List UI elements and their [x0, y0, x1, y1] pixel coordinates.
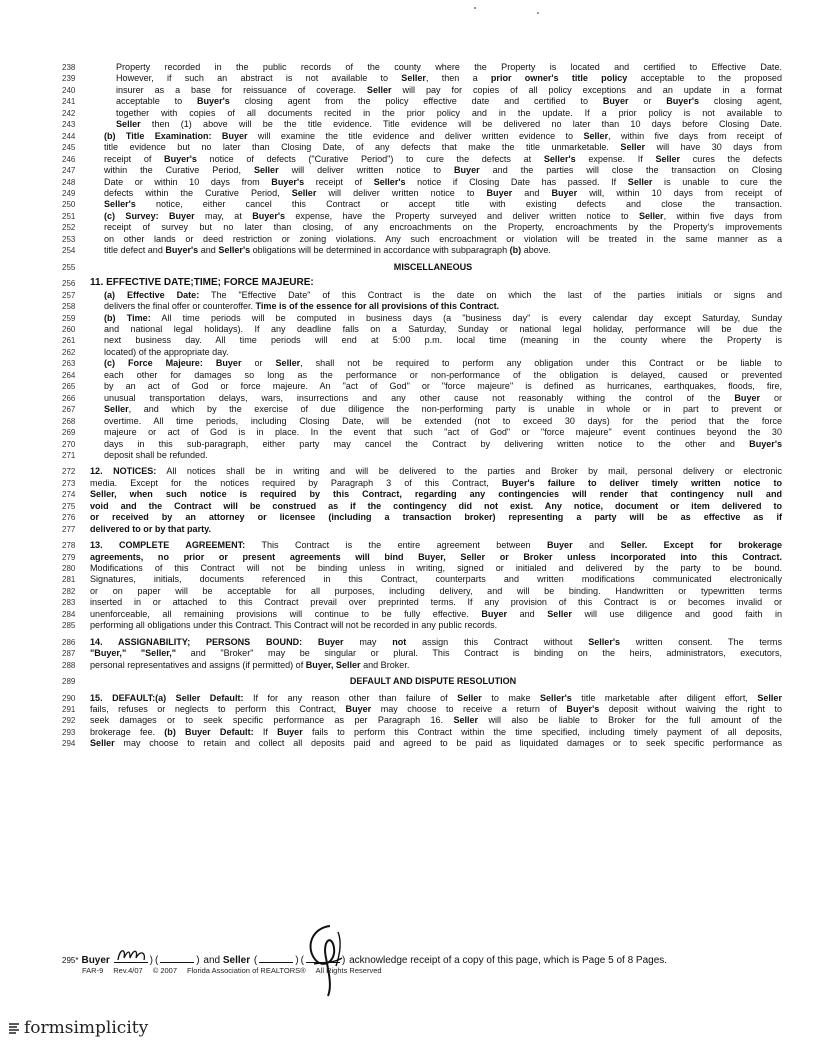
line-number: 255 [62, 262, 76, 272]
line-number: 290 [62, 693, 76, 703]
line-text: 14. ASSIGNABILITY; PERSONS BOUND: Buyer may not assign this Contract without Seller's written consent. The terms [90, 636, 782, 647]
line-number: 265 [62, 382, 76, 392]
text-line [62, 563, 782, 574]
line-number: 280 [62, 564, 76, 574]
line-number: 270 [62, 439, 76, 449]
line-number: 286 [62, 637, 76, 647]
line-number: 257 [62, 290, 76, 300]
line-text: personal representatives and assigns (if permitted) of Buyer, Seller and Broker. [90, 659, 410, 670]
line-text: (b) Time: All time periods will be computed in business days (a "business day" is every calendar day except Saturday, Sunday [104, 312, 782, 323]
line-number: 262 [62, 347, 76, 357]
line-text: (b) Title Examination: Buyer will examine the title evidence and deliver written evidence to Seller, within five days from receipt of [104, 130, 782, 141]
text-line [62, 574, 782, 585]
text-line [62, 154, 782, 165]
line-text: insurer as a base for reissuance of coverage. Seller will pay for copies of all policy exceptions and an update in a format [116, 84, 782, 95]
line-text: Seller's notice, either cancel this Contract or accept title with existing defects and close the transaction. [104, 199, 782, 210]
text-line [62, 96, 782, 107]
line-number: 263 [62, 359, 76, 369]
text-line [62, 416, 782, 427]
text-line [62, 119, 782, 130]
copyright: © 2007 [152, 966, 178, 975]
line-text: Property recorded in the public records of the county where the Property is located and certified to Effective Date. [116, 62, 782, 72]
line-text: (c) Survey: Buyer may, at Buyer's expense, have the Property surveyed and deliver written notice to Seller, within five days from [104, 210, 782, 221]
buyer-initials-field-1[interactable] [114, 952, 148, 963]
seller-initials-field-1[interactable] [259, 952, 293, 963]
line-text: majeure or act of God is in place. In the event that such "act of God" or "force majeure" event continues beyond the 30 [104, 427, 782, 438]
and-label: and [203, 955, 221, 966]
line-text: Signatures, initials, documents referenced in this Contract, counterparts and written modifications communicated electronically [90, 574, 782, 585]
text-line [62, 540, 782, 551]
line-number: 253 [62, 234, 76, 244]
line-text: or on paper will be acceptable for all purposes, including delivery, and will be binding. Handwritten or typewritten terms [90, 585, 782, 596]
line-text: by an act of God or force majeure. An "act of God" or "force majeure" is defined as hurricanes, earthquakes, floods, fire, [104, 381, 782, 392]
line-text: void and the Contract will be construed as if the contingency did not exist. Any notice, document or item delivered to [90, 500, 782, 511]
text-line [62, 108, 782, 119]
line-number: 256 [62, 279, 76, 289]
line-text: Modifications of this Contract will not be binding unless in writing, signed or initialed and delivered by the party to be bound. [90, 563, 782, 574]
text-line [62, 524, 782, 535]
text-line [62, 693, 782, 704]
text-line [62, 727, 782, 738]
line-number: 247 [62, 166, 76, 176]
line-text: 12. NOTICES: All notices shall be in writing and will be delivered to the parties and Broker by mail, personal delivery or electronic [90, 466, 782, 477]
text-line [62, 478, 782, 489]
contract-page [62, 62, 782, 750]
text-line [62, 620, 782, 631]
line-text: (c) Force Majeure: Buyer or Seller, shall not be required to perform any obligation under this Contract or be liable to [104, 358, 782, 369]
text-line [62, 715, 782, 726]
line-number: 284 [62, 609, 76, 619]
line-text: However, if such an abstract is not available to Seller, then a prior owner's title policy acceptable to the proposed [116, 73, 782, 84]
line-number: 242 [62, 108, 76, 118]
seller-label: Seller [222, 955, 251, 966]
section-heading: MISCELLANEOUS [393, 261, 473, 272]
page-footer [62, 930, 762, 1010]
text-line [62, 704, 782, 715]
line-text: performing all obligations under this Contract. This Contract will not be recorded in any public records. [90, 620, 498, 631]
brand-logo [8, 1018, 148, 1038]
line-number: 282 [62, 586, 76, 596]
line-number: 268 [62, 416, 76, 426]
line-text: acceptable to Buyer's closing agent from the policy effective date and certified to Buyer or Buyer's closing agent, [116, 96, 782, 107]
text-line [62, 324, 782, 335]
buyer-label: Buyer [81, 955, 110, 966]
line-number: 279 [62, 552, 76, 562]
text-line [62, 609, 782, 620]
text-line [62, 313, 782, 324]
line-text: receipt of Buyer's notice of defects ("Curative Period") to cure the defects at Seller's expense. If Seller cures the defects [104, 153, 782, 164]
line-number: 273 [62, 478, 76, 488]
line-number: 281 [62, 575, 76, 585]
line-number: 243 [62, 120, 76, 130]
text-line [62, 131, 782, 142]
text-line [62, 222, 782, 233]
line-text: Seller then (1) above will be the title evidence. Title evidence will be delivered no later than 10 days before Closing Date. [116, 119, 782, 130]
line-text: media. Except for the notices required by Paragraph 3 of this Contract, Buyer's failure to deliver timely written notice to [90, 477, 782, 488]
line-number: 289 [62, 677, 76, 687]
line-text: Seller may choose to retain and collect all deposits paid and agreed to be paid as liquidated damages or to seek specific performance as [90, 738, 782, 749]
line-number: 258 [62, 302, 76, 312]
line-text: on other lands or deed restriction or zoning violations. Any such encroachment or violation will be treated in the same manner as a [104, 233, 782, 244]
line-number: 266 [62, 393, 76, 403]
buyer-initials-field-2[interactable] [160, 952, 194, 963]
line-text: (a) Effective Date: The "Effective Date" of this Contract is the date on which the last of the parties initials or signs and [104, 289, 782, 300]
line-text: unusual transportation delays, wars, insurrections and any other cause not reasonably withing the control of the Buyer or [104, 392, 782, 403]
line-text: overtime. All time periods, including Closing Date, will be extended (not to exceed 30 days) for the period that the force [104, 415, 782, 426]
text-line [62, 165, 782, 176]
text-line [62, 301, 782, 312]
line-text: delivers the final offer or counteroffer. Time is of the essence for all provisions of this Contract. [104, 301, 500, 312]
line-number: 285 [62, 621, 76, 631]
text-line [62, 85, 782, 96]
line-text: together with copies of all documents recited in the prior policy and in the update. If a prior policy is not available to [116, 107, 782, 118]
line-text: 15. DEFAULT:(a) Seller Default: If for any reason other than failure of Seller to make Seller's title marketable after diligent effort, Seller [90, 692, 782, 703]
line-text: seek damages or to seek specific performance as per Paragraph 16. Seller will also be liable to Broker for the full amount of the [90, 715, 782, 726]
line-number: 276 [62, 513, 76, 523]
line-number: 251 [62, 211, 76, 221]
text-line [62, 335, 782, 346]
rights: All Rights Reserved [315, 966, 382, 975]
line-text: 13. COMPLETE AGREEMENT: This Contract is the entire agreement between Buyer and Seller. Except for brokerage [90, 540, 782, 551]
text-line [62, 512, 782, 523]
form-revision: Rev.4/07 [113, 966, 143, 975]
text-line [62, 211, 782, 222]
line-number: 291 [62, 705, 76, 715]
text-line [62, 199, 782, 210]
line-number: 283 [62, 598, 76, 608]
line-number: 248 [62, 177, 76, 187]
line-text: title evidence but no later than Closing Date, of any defects that make the title unmarketable. Seller will have 30 days from [104, 142, 782, 153]
text-line [62, 676, 782, 687]
text-line [62, 290, 782, 301]
line-number: 269 [62, 428, 76, 438]
form-id: FAR-9 [82, 966, 104, 975]
line-number: 252 [62, 223, 76, 233]
text-line [62, 466, 782, 477]
text-line [62, 427, 782, 438]
text-line [62, 552, 782, 563]
acknowledgement-line: 295* Buyer ) ( ) and Seller ( ) ( ) acknowledge receipt of a copy of this page, which is Page 5 of 8 Pages. [62, 952, 667, 966]
text-line [62, 648, 782, 659]
acknowledgement-text: acknowledge receipt of a copy of this page, which is Page 5 of 8 Pages. [349, 955, 668, 966]
line-number: 275 [62, 501, 76, 511]
line-text: located) of the appropriate day. [104, 346, 229, 357]
line-text: inserted in or attached to this Contract prevail over preprinted terms. If any provision of this Contract is or becomes invalid or [90, 597, 782, 608]
scan-speck [537, 12, 539, 14]
line-number: 238 [62, 63, 76, 72]
line-number: 292 [62, 716, 76, 726]
text-line [62, 381, 782, 392]
text-line [62, 177, 782, 188]
text-line [62, 278, 782, 289]
text-line [62, 142, 782, 153]
line-number: 288 [62, 660, 76, 670]
text-line [62, 404, 782, 415]
text-line [62, 358, 782, 369]
line-text: brokerage fee. (b) Buyer Default: If Buyer fails to perform this Contract within the time specified, including timely payment of all deposits, [90, 726, 782, 737]
line-number: 245 [62, 143, 76, 153]
line-number: 240 [62, 85, 76, 95]
text-line [62, 489, 782, 500]
text-line [62, 262, 782, 273]
line-number: 254 [62, 246, 76, 256]
text-line [62, 188, 782, 199]
line-number: 287 [62, 649, 76, 659]
text-line [62, 62, 782, 73]
text-line [62, 347, 782, 358]
line-text: receipt of survey but no later than closing, of any encroachments on the Property, encroachments by the Property's improvements [104, 222, 782, 233]
line-text: deposit shall be refunded. [104, 449, 208, 460]
text-line [62, 234, 782, 245]
forms-icon [8, 1022, 20, 1034]
line-number: 264 [62, 370, 76, 380]
text-line [62, 370, 782, 381]
line-text: "Buyer," "Seller," and "Broker" may be singular or plural. This Contract is binding on the heirs, administrators, executors, [90, 648, 782, 659]
line-text: Seller, when such notice is required by this Contract, regarding any contingencies will render that contingency null and [90, 489, 782, 500]
line-text: and national legal holidays). If any deadline falls on a Saturday, Sunday or national legal holiday, performance will be due the [104, 323, 782, 334]
text-line [62, 450, 782, 461]
line-text: delivered to or by that party. [90, 523, 211, 534]
brand-name: formsimplicity [24, 1018, 149, 1038]
line-text: agreements, no prior or present agreements will bind Buyer, Seller or Broker unless incorporated into this Contract. [90, 551, 782, 562]
line-number: 244 [62, 131, 76, 141]
text-line [62, 73, 782, 84]
text-line [62, 501, 782, 512]
text-line [62, 660, 782, 671]
section-heading: DEFAULT AND DISPUTE RESOLUTION [349, 676, 517, 687]
line-number: 260 [62, 324, 76, 334]
line-text: within the Curative Period, Seller will deliver written notice to Buyer and the parties will close the transaction on Closing [104, 165, 782, 176]
line-text: defects within the Curative Period, Seller will deliver written notice to Buyer and Buyer will, within 10 days from receipt of [104, 187, 782, 198]
line-number: 267 [62, 405, 76, 415]
text-line [62, 738, 782, 749]
form-info [82, 966, 382, 975]
text-line [62, 597, 782, 608]
line-text: Date or within 10 days from Buyer's receipt of Seller's notice if Closing Date has passed. If Seller is unable to cure the [104, 176, 782, 187]
line-text: title defect and Buyer's and Seller's obligations will be determined in accordance with subparagraph (b) above. [104, 245, 551, 256]
text-line [62, 637, 782, 648]
association: Florida Association of REALTORS® [187, 966, 306, 975]
text-line [62, 439, 782, 450]
line-text: next business day. All time periods will end at 5:00 p.m. local time (meaning in the county where the Property is [104, 335, 782, 346]
line-number: 261 [62, 336, 76, 346]
text-line [62, 393, 782, 404]
line-number: 246 [62, 154, 76, 164]
line-text: Seller, and which by the exercise of due diligence the non-performing party is unable in whole or in part to prevent or [104, 404, 782, 415]
line-text: unenforceable, all remaining provisions will continue to be fully effective. Buyer and Seller will use diligence and good faith in [90, 608, 782, 619]
line-text: fails, refuses or neglects to perform this Contract, Buyer may choose to receive a return of Buyer's deposit without waiving the right to [90, 704, 782, 715]
text-line [62, 586, 782, 597]
line-number: 259 [62, 313, 76, 323]
line-number: 250 [62, 200, 76, 210]
scan-speck [474, 7, 476, 9]
line-number: 278 [62, 541, 76, 551]
line-number: 271 [62, 450, 76, 460]
seller-initials-field-2[interactable] [306, 952, 340, 963]
line-number: 241 [62, 97, 76, 107]
line-text: or received by an attorney or licensee (including a transaction broker) representing a party will be as effective as if [90, 512, 782, 523]
line-number: 274 [62, 490, 76, 500]
line-number: 293 [62, 727, 76, 737]
text-line [62, 245, 782, 256]
line-number: 277 [62, 524, 76, 534]
buyer-initials-icon [116, 944, 148, 964]
line-number: 249 [62, 188, 76, 198]
line-number: 294 [62, 739, 76, 749]
line-number: 239 [62, 74, 76, 84]
line-number: 272 [62, 467, 76, 477]
line-text: each other for damages so long as the performance or non-performance of the obligation is delayed, caused or prevented [104, 369, 782, 380]
line-text: days in this sub-paragraph, either party may cancel the Contract by delivering written notice to the other and Buyer's [104, 438, 782, 449]
footer-line-number: 295* [62, 956, 79, 965]
line-text: 11. EFFECTIVE DATE;TIME; FORCE MAJEURE: [90, 278, 314, 289]
